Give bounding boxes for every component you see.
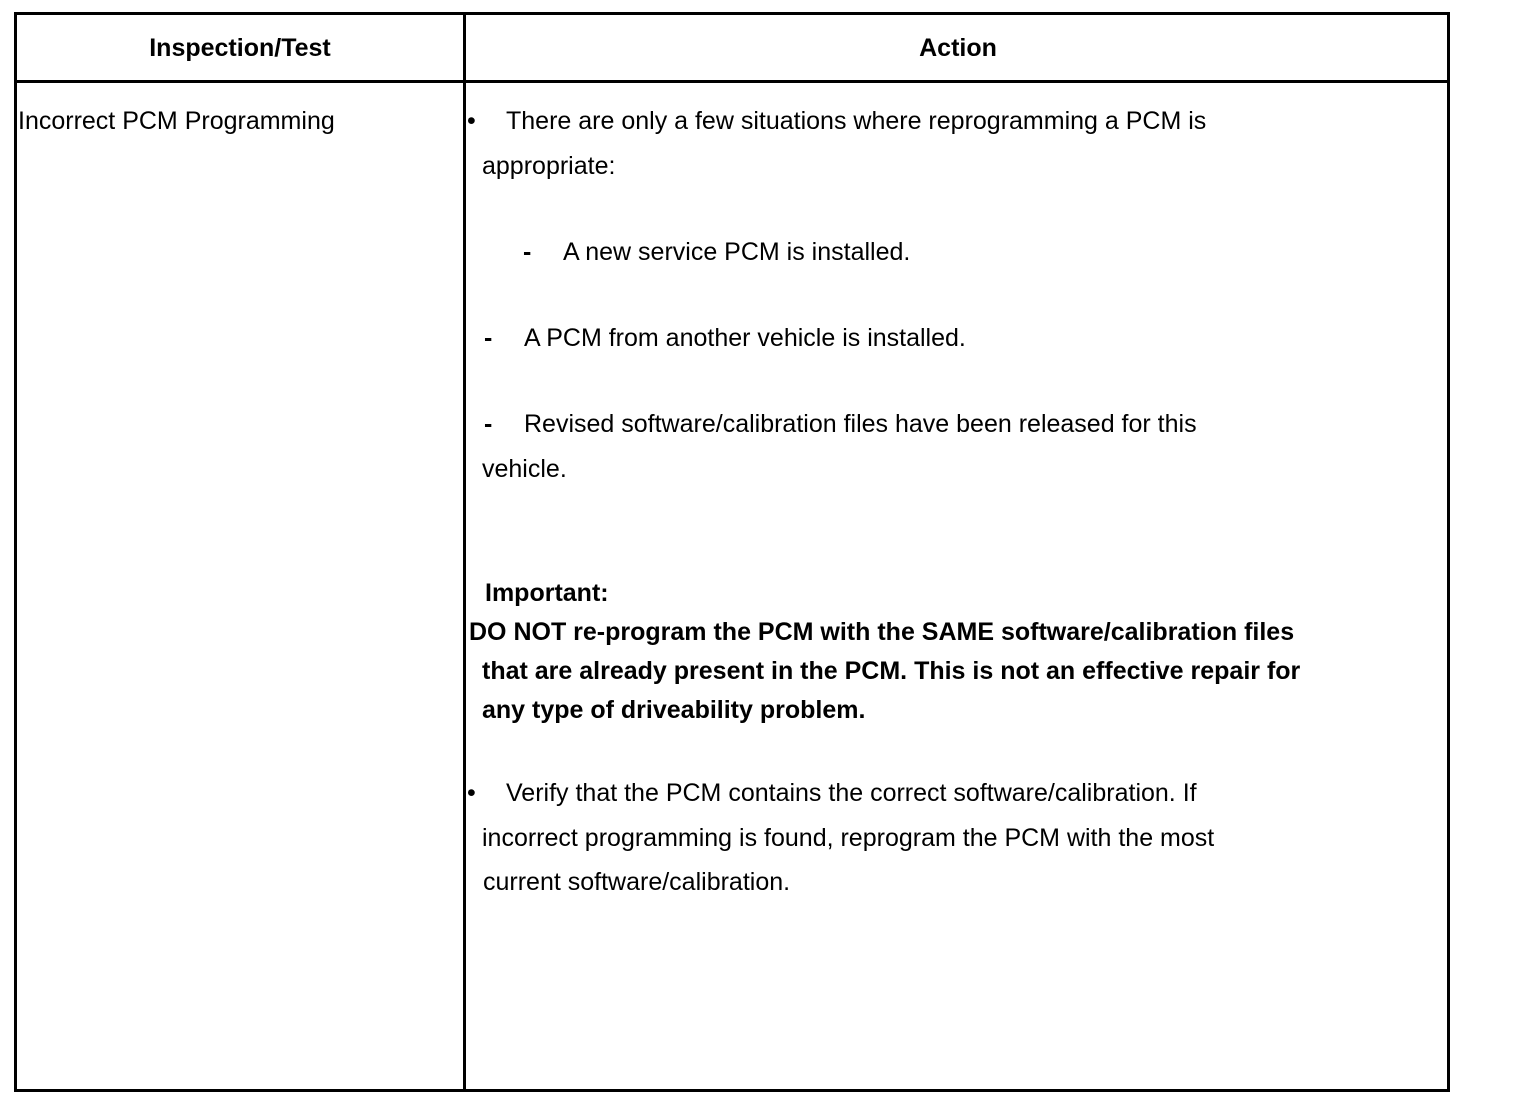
important-label: Important: — [485, 579, 609, 607]
sub-item-3-line-2: vehicle. — [482, 455, 567, 483]
bullet-1-line-2: appropriate: — [482, 152, 616, 180]
header-action: Action — [919, 34, 997, 62]
important-line-1: DO NOT re-program the PCM with the SAME software/calibration files — [469, 618, 1295, 646]
header-divider — [14, 80, 1450, 83]
sub-item-3-line-1: Revised software/calibration files have been released for this — [524, 410, 1197, 438]
column-divider — [463, 12, 466, 1092]
sub-item-2-marker: - — [484, 324, 493, 352]
sub-item-1-marker: - — [523, 238, 532, 266]
header-inspection-test: Inspection/Test — [149, 34, 331, 62]
important-line-3: any type of driveability problem. — [482, 696, 866, 724]
sub-item-3-marker: - — [484, 410, 493, 438]
table-frame — [14, 12, 1450, 1092]
inspection-cell: Incorrect PCM Programming — [18, 107, 335, 135]
bullet-2-line-1: Verify that the PCM contains the correct software/calibration. If — [506, 779, 1197, 807]
bullet-1-line-1: There are only a few situations where reprogramming a PCM is — [506, 107, 1207, 135]
bullet-2-line-2: incorrect programming is found, reprogram the PCM with the most — [482, 824, 1215, 852]
bullet-2-line-3: current software/calibration. — [483, 868, 791, 896]
bullet-1-marker: • — [467, 107, 476, 135]
sub-item-2: A PCM from another vehicle is installed. — [524, 324, 966, 352]
important-line-2: that are already present in the PCM. This is not an effective repair for — [482, 657, 1301, 685]
sub-item-1: A new service PCM is installed. — [563, 238, 911, 266]
bullet-2-marker: • — [467, 779, 476, 807]
